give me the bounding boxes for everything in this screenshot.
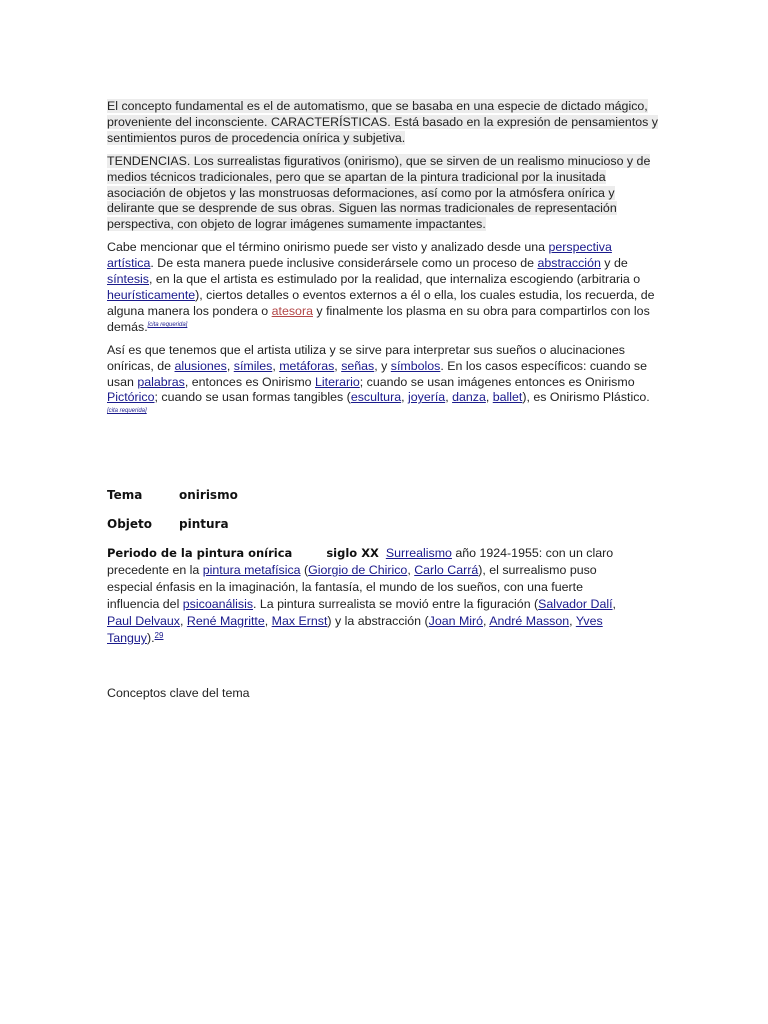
link-danza[interactable]: danza <box>452 390 486 405</box>
text-run: , y <box>374 358 391 373</box>
text-run: año 1924-1955: con un claro precedente en la <box>107 546 614 577</box>
link-yves-tanguy[interactable]: Yves Tanguy <box>107 614 603 645</box>
text-run: , <box>483 614 490 628</box>
link-pictorico[interactable]: Pictórico <box>107 390 155 405</box>
citation-needed <box>148 322 188 328</box>
article-body <box>107 99 659 429</box>
link-perspectiva[interactable]: perspectiva <box>548 240 612 255</box>
text-run: , <box>569 614 576 628</box>
link-joyeria[interactable]: joyería <box>407 390 446 405</box>
text-run: ), ciertos detalles o eventos externos a él o ella, los cuales estudia, los recuerda, de alguna manera los pondera o <box>107 287 655 318</box>
link-palabras[interactable]: palabras <box>137 374 185 389</box>
text-run: , <box>445 390 453 405</box>
siglo-label: siglo XX <box>326 546 379 560</box>
text-run: , en la que el artista es estimulado por la realidad, que internaliza escogiendo (arbitraria o <box>149 272 641 287</box>
link-paul-delvaux[interactable]: Paul Delvaux <box>107 614 181 628</box>
link-alusiones[interactable]: alusiones <box>174 358 227 373</box>
highlighted-text: El concepto fundamental es el de automatismo, que se basaba en una especie de dictado mágico, proveniente del inconsciente. CARACTERÍSTICAS. Está basado en la expresión de pensamientos y sentimientos puros de procedencia onírica y subjetiva. <box>107 99 658 145</box>
link-giorgio-de-chirico[interactable]: Giorgio de Chirico <box>308 563 408 577</box>
link-ref-29[interactable]: 29 <box>154 631 164 640</box>
link-similes[interactable]: símiles <box>233 358 273 373</box>
link-simbolos[interactable]: símbolos <box>390 358 441 373</box>
text-run: ), es Onirismo Plástico. <box>522 390 650 405</box>
paragraph-automatismo <box>107 99 659 147</box>
text-run: ) y la abstracción ( <box>327 614 429 628</box>
text-run: Cabe mencionar que el término onirismo puede ser visto y analizado desde una <box>107 240 549 255</box>
link-cita-requerida[interactable]: [cita requerida] <box>107 408 147 415</box>
text-run: . De esta manera puede inclusive considerársele como un proceso de <box>150 256 538 271</box>
field-value: pintura <box>179 517 229 531</box>
link-atesora[interactable]: atesora <box>271 303 313 318</box>
text-run: , <box>180 614 187 628</box>
text-run: y de <box>600 256 628 271</box>
text-run: , <box>226 358 234 373</box>
field-label: Tema <box>107 488 143 502</box>
citation-needed <box>107 408 147 414</box>
reference-number <box>155 631 164 640</box>
link-escultura[interactable]: escultura <box>350 390 402 405</box>
link-joan-miro[interactable]: Joan Miró <box>428 614 484 628</box>
text-run: , <box>264 614 272 628</box>
link-surrealismo[interactable]: Surrealismo <box>385 546 452 560</box>
text-run: , entonces es Onirismo <box>184 374 315 389</box>
link-literario[interactable]: Literario <box>315 374 360 389</box>
link-senas[interactable]: señas <box>341 358 375 373</box>
link-carlo-carra[interactable]: Carlo Carrá <box>414 563 479 577</box>
link-metaforas[interactable]: metáforas <box>279 358 335 373</box>
paragraph-interpretacion <box>107 343 659 423</box>
periodo-section <box>107 545 637 647</box>
text-run: ). <box>146 631 155 645</box>
text-run: y finalmente los plasma en su obra para compartirlos con los demás. <box>107 303 650 334</box>
text-run: ; cuando se usan imágenes entonces es Onirismo <box>359 374 635 389</box>
text-run: Así es que tenemos que el artista utiliza y se sirve para interpretar sus sueños o alucinaciones oníricas, de <box>107 342 625 373</box>
link-max-ernst[interactable]: Max Ernst <box>271 614 328 628</box>
paragraph-onirismo-termino <box>107 240 659 335</box>
link-artistica[interactable]: artística <box>107 256 151 271</box>
text-run: , <box>401 390 408 405</box>
link-pintura-metafisica[interactable]: pintura metafísica <box>202 563 301 577</box>
link-psicoanalisis[interactable]: psicoanálisis <box>182 597 254 611</box>
text-run: , <box>407 563 415 577</box>
text-run: ), el surrealismo puso especial énfasis en la imaginación, la fantasía, el mundo de los sueños, con una fuerte influencia del <box>107 563 597 611</box>
field-tema <box>107 488 238 502</box>
highlighted-text: TENDENCIAS. Los surrealistas figurativos (onirismo), que se sirven de un realismo minucioso y de medios técnicos tradicionales, pero que se apartan de la pintura tradicional por la inusitada asociación de objetos y las monstruosas deformaciones, así como por la atmósfera onírica y delirante que se desprende de sus obras. Siguen las normas tradicionales de representación perspectiva, con objeto de lograr imágenes sumamente impactantes. <box>107 153 651 232</box>
field-objeto <box>107 517 229 531</box>
text-run: ; cuando se usan formas tangibles ( <box>154 390 351 405</box>
text-run: , <box>485 390 493 405</box>
link-abstraccion[interactable]: abstracción <box>537 256 601 271</box>
text-run: ( <box>300 563 309 577</box>
text-run: , <box>334 358 342 373</box>
link-heuristicamente[interactable]: heurísticamente <box>107 287 196 302</box>
link-rene-magritte[interactable]: René Magritte <box>186 614 265 628</box>
text-run: . En los casos específicos: cuando se usan <box>107 358 648 389</box>
link-andre-masson[interactable]: André Masson <box>489 614 570 628</box>
link-cita-requerida[interactable]: [cita requerida] <box>147 321 188 328</box>
link-ballet[interactable]: ballet <box>492 390 523 405</box>
paragraph-tendencias <box>107 154 659 234</box>
text-run: . La pintura surrealista se movió entre la figuración ( <box>253 597 539 611</box>
text-run: , <box>612 597 616 611</box>
link-sintesis[interactable]: síntesis <box>107 272 150 287</box>
text-run: , <box>272 358 280 373</box>
field-value: onirismo <box>179 488 238 502</box>
conceptos-clave-heading: Conceptos clave del tema <box>107 686 250 700</box>
periodo-label: Periodo de la pintura onírica <box>107 546 293 560</box>
field-label: Objeto <box>107 517 153 531</box>
link-salvador-dali[interactable]: Salvador Dalí <box>538 597 613 611</box>
